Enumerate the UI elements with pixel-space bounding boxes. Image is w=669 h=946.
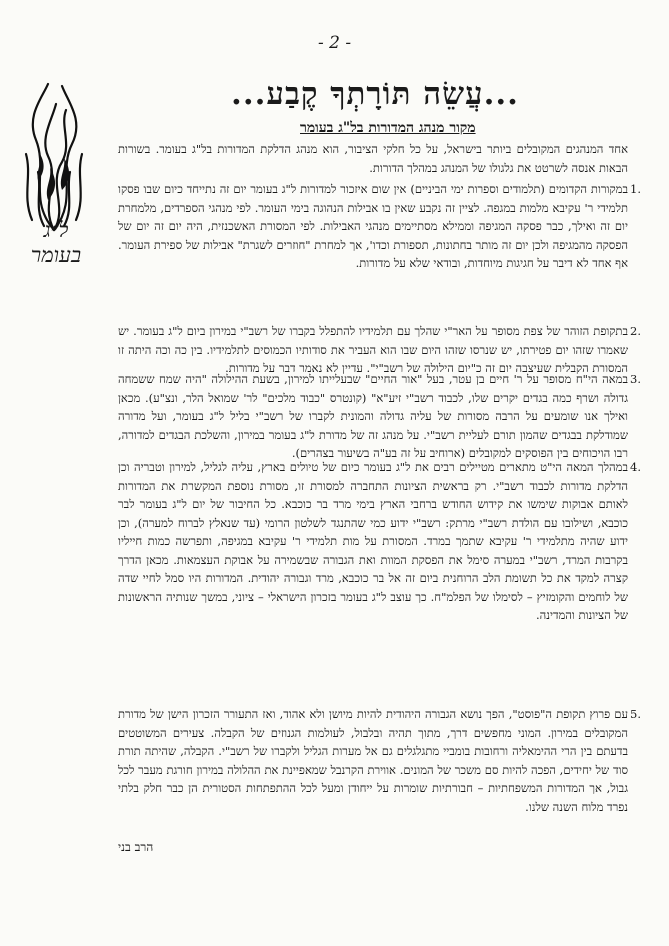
page-title: ...עֲשֵׂה תּוֹרָתְךָ קֶבַע...	[231, 76, 519, 112]
intro-paragraph: אחד המנהגים המקובלים ביותר בישראל, על כל חלקי הציבור, הוא מנהג הדלקת המדורות בל"ג בעומר. בשורות הבאות אנסה לשרטט את גלגולו של המנהג במהלך הדורות.	[118, 142, 628, 175]
logo-caption: ל״ג בעומר	[30, 218, 82, 267]
list-item	[118, 370, 641, 463]
list-item	[118, 180, 641, 273]
list-item	[118, 458, 641, 625]
page-number: - 2 -	[318, 33, 352, 53]
item-text: בתקופת הזוהר של צפת מסופר על האר"י שהלך עם תלמידיו להתפלל בקברו של רשב"י במירון ביום ל"ג בעומר. יש שאמרו שזהו יום פטירתו, יש שנרסו שזהו היום שבו הוא העביר את סודותיו הכמוסים לתלמידיו. בין כה וכה היתה זו המסורת הקבלית שעיצבה יום זה כ"יום הילולה של רשב"י". עדיין לא נאמר דבר על מדורות.	[118, 324, 628, 375]
item-number: 3.	[630, 372, 641, 386]
item-number: 5.	[630, 707, 641, 721]
item-text: עם פרוץ תקופת ה"פוסט", הפך נושא הגבורה היהודית להיות מיושן ולא אהוד, ואז התעורר הזכרון הישן של מדורת המקובלים במירון. המוני מחפשים דרך, מתוך תהיה ובלבול, לעולמות הגנוזים של הקבלה. צעירים המשוטטים בדעתם בין הרי ההימאליה ורחובות בומביי מתגלגלים גם אל מערות הגליל ולקברו של רשב"י. הקבלה, שהיתה תורת סוד של יחידים, הפכה להיות סם משכר של המונים. אווירת הקרנבל שמאפיינת את ההלולה במירון חורגת מעבר לכל גבול, אך המדורות המשפחתיות – חבורתיות שומרות על ייחודן ומעל לכל ההתפתחות הסטורית הן כבר חלק בלתי נפרד מלוח השנה שלנו.	[118, 707, 628, 814]
signature: הרב בני	[118, 840, 154, 854]
item-number: 2.	[630, 324, 641, 338]
subtitle: מקור מנהג המדורות בל"ג בעומר	[300, 120, 476, 136]
list-item	[118, 705, 641, 816]
item-number: 4.	[630, 460, 641, 474]
item-text: במאה הי"ח מסופר על ר' חיים בן עטר, בעל "אור החיים" שבעלייתו למירון, בשעת ההילולה "היה שמח ששמחה גדולה ושרף כמה בגדים יקרים שלו, לכבוד רשב"י זיע"א" (קונטרס "כבוד מלכים" לר' שמואל הלר, ונצ"ע). מכאן ואילך אנו שומעים על הרבה מסורות של עליה גדולה והמונית לקברו של רשב"י בליל ל"ג בעומר, ועל מדורה שמודלקת בבגדים שהמון תורם לעליית רשב"י. על מנהג זה של מדורת ל"ג בעומר במירון, והשלכת הבגדים למדורה, רבו הויכוחים בין הפוסקים למקובלים (ארוחיב על זה בע"ה בשיעור בצהרים).	[118, 372, 628, 460]
item-text: במקורות הקדומים (תלמודים וספרות ימי הביניים) אין שום איזכור למדורות ל"ג בעומר יום זה נתייחד כיום שבו פסקו תלמידי ר' עקיבא מלמות במגפה. לציין זה נקבע שאין בו אבילות הנהוגה בימי העומר. לפי מנהגי הספרדים, מלמחרת יום זה ואילך, כבר פסקה המגיפה וממילא מסתיימים מנהגי האבילות. לפי המסורת האשכנזית, היה יום זה יום של הפסקה מהמגיפה ולכן יום זה מותר בחתונות, תספורת וכדו', אך למחרת "חוזרים לשגרת" אבילות של ספירת העומר. אף אחד לא דיבר על חגיגות מיוחדות, ובודאי שלא על מדורות.	[118, 182, 628, 270]
item-text: במהלך המאה הי"ט מתארים מטיילים רבים את ל"ג בעומר כיום של טיולים בארץ, עליה לגליל, למירון וטבריה וכן הדלקת מדורות לכבוד רשב"י. רק בראשית הציונות התחברה למסורת זו, מסורת נוספת המקשרת את המדורות לאותם אבוקות שימשו את קידוש החודש ברחבי הארץ בימי מרד בר כוכבא. כל החיבור של יום ל"ג בעומר לבר כוכבא, ושילובו עם הולדת רשב"י מרתק: רשב"י ידוע כמי שהתנגד לשלטון הרומי (עד שנאלץ לברוח למערה), וכן ידוע שהיה מתלמידי ר' עקיבא שתמך במרד. המסורת על מות תלמידי ר' עקיבא במגיפה, ותפרשה כמות חייליו בקרבות המרד, רשב"י במערה סימל את הפסקת המוות ואת הגבורה שבשמירה על אבוקת העצמאות. מכאן הדרך קצרה למקד את כל תשומת הלב הרוחנית ביום זה אל בר כוכבא, מרד וגבורה יהודית. המדורות היו סמל לחיי שדה של לוחמים והקומזיץ – לסימלו של הפלמ"ח. כך עוצב ל"ג בעומר בזכרון הישראלי – ציוני, במשך שנותיה הראשונות של הציונות והמדינה.	[118, 460, 628, 622]
item-number: 1.	[630, 182, 641, 196]
